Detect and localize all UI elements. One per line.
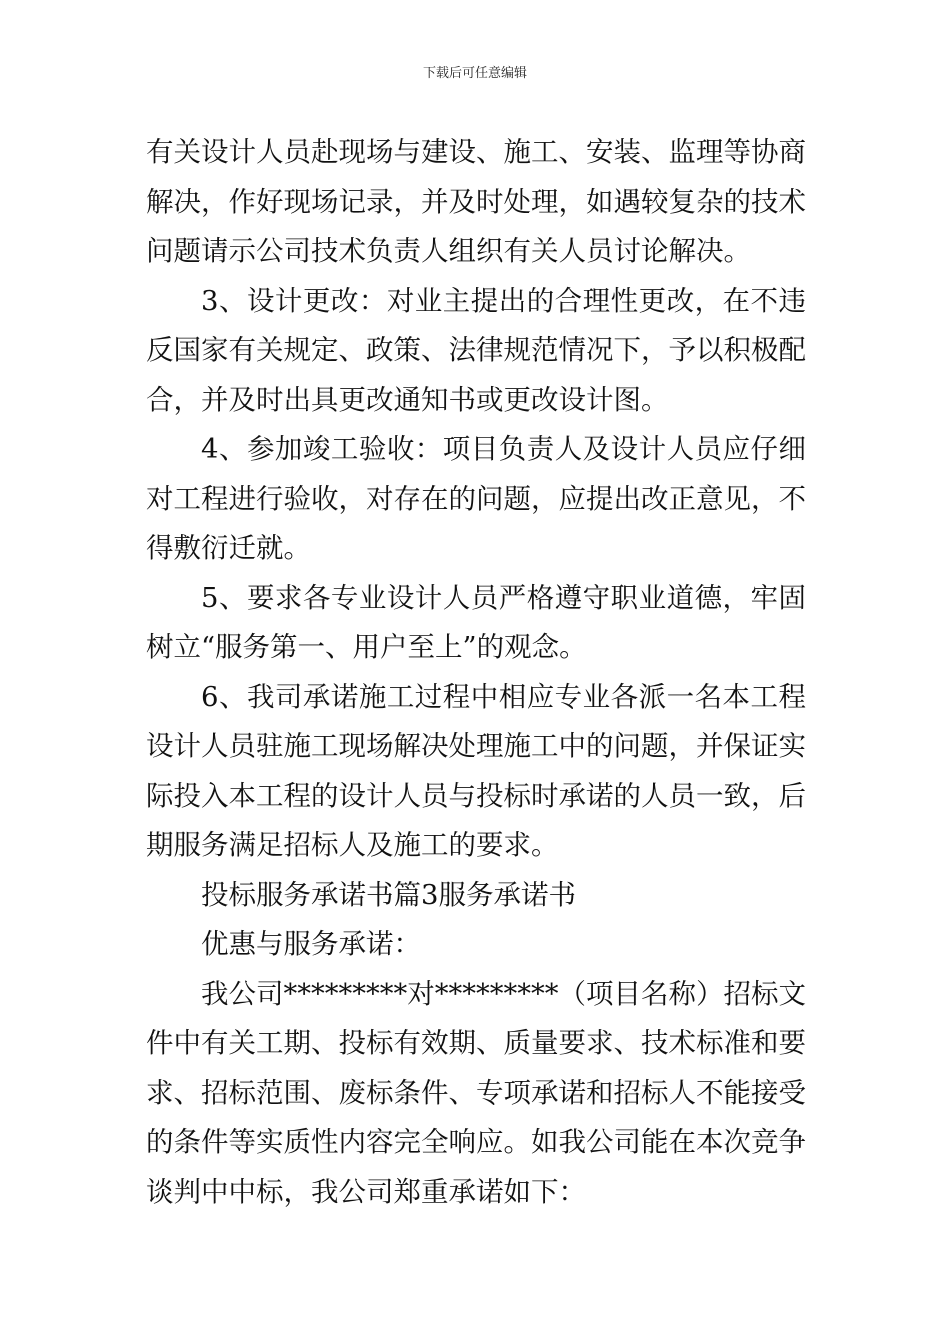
subsection-heading: 优惠与服务承诺： xyxy=(201,928,421,960)
document-body xyxy=(146,128,806,1217)
paragraph-1: 有关设计人员赴现场与建设、施工、安装、监理等协商解决，作好现场记录，并及时处理，如遇较复杂的技术问题请示公司技术负责人组织有关人员讨论解决。 xyxy=(146,136,806,267)
paragraph-4: 5、要求各专业设计人员严格遵守职业道德，牢固树立“服务第一、用户至上”的观念。 xyxy=(146,581,806,663)
paragraph-2: 3、设计更改：对业主提出的合理性更改，在不违反国家有关规定、政策、法律规范情况下，予以积极配合，并及时出具更改通知书或更改设计图。 xyxy=(146,284,806,416)
paragraph-8: 我公司*********对*********（项目名称）招标文件中有关工期、投标有效期、质量要求、技术标准和要求、招标范围、废标条件、专项承诺和招标人不能接受的条件等实质性内容完全响应。如我公司能在本次竞争谈判中中标，我公司郑重承诺如下： xyxy=(146,977,806,1208)
section-heading: 投标服务承诺书篇3服务承诺书 xyxy=(201,878,576,911)
paragraph-3: 4、参加竣工验收：项目负责人及设计人员应仔细对工程进行验收，对存在的问题，应提出改正意见，不得敷衍迁就。 xyxy=(146,433,806,564)
page-header: 下载后可任意编辑 xyxy=(422,66,527,81)
paragraph-5: 6、我司承诺施工过程中相应专业各派一名本工程设计人员驻施工现场解决处理施工中的问题，并保证实际投入本工程的设计人员与投标时承诺的人员一致，后期服务满足招标人及施工的要求。 xyxy=(146,680,806,861)
